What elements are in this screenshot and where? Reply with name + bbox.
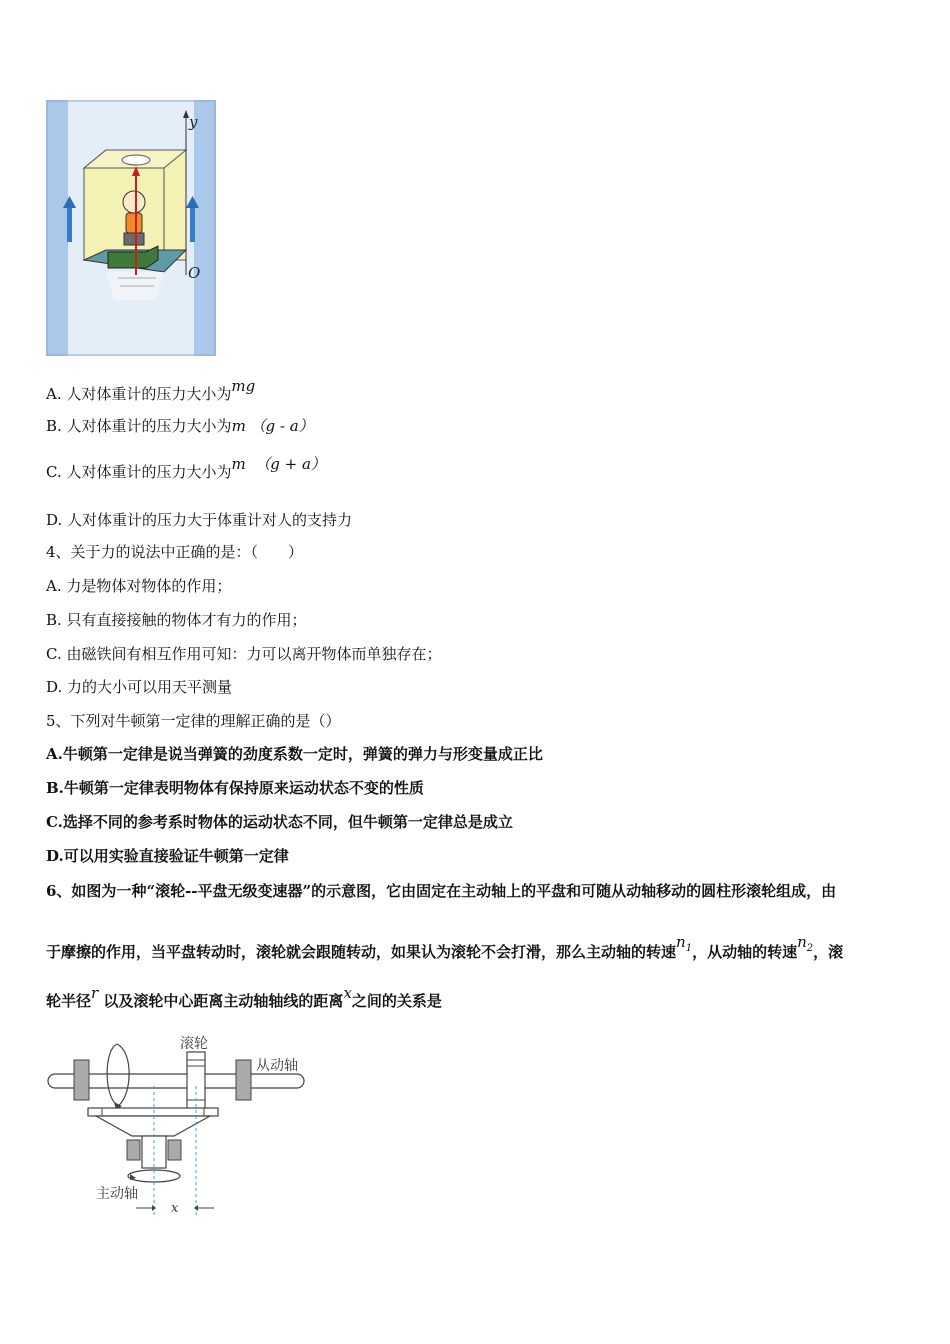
q6-line-2 — [46, 933, 844, 965]
q6-line-3 — [46, 984, 442, 1011]
q6-line-1: 6、如图为一种“滚轮--平盘无级变速器”的示意图，它由固定在主动轴上的平盘和可随从动轴移动的圆柱形滚轮组成，由 — [46, 882, 837, 900]
y-axis-label: y — [189, 113, 198, 131]
q3-option-c-text: C. 人对体重计的压力大小为 — [46, 463, 232, 481]
r-symbol: r — [91, 984, 99, 1002]
q4-option-b: B. 只有直接接触的物体才有力的作用； — [46, 611, 307, 629]
origin-label: O — [188, 264, 201, 282]
q4-option-a: A. 力是物体对物体的作用； — [46, 577, 232, 595]
q4-option-c: C. 由磁铁间有相互作用可知：力可以离开物体而单独存在； — [46, 645, 442, 663]
cvt-diagram — [44, 1030, 314, 1220]
x-symbol: x — [343, 984, 352, 1002]
q3-option-b-text: B. 人对体重计的压力大小为 — [46, 417, 232, 435]
q5-option-b: B.牛顿第一定律表明物体有保持原来运动状态不变的性质 — [46, 779, 424, 797]
q5-option-d: D.可以用实验直接验证牛顿第一定律 — [46, 847, 289, 865]
q6-line-3-part2: 以及滚轮中心距离主动轴轴线的距离 — [103, 992, 344, 1010]
q6-line-3-part1: 轮半径 — [46, 992, 92, 1010]
q5-option-a: A.牛顿第一定律是说当弹簧的劲度系数一定时，弹簧的弹力与形变量成正比 — [46, 745, 543, 763]
n1-subscript: 1 — [685, 943, 693, 954]
q6-line-2-part2: ，从动轴的转速 — [692, 943, 798, 961]
q3-option-b-math: m （g - a） — [231, 417, 314, 435]
q4-stem: 4、关于力的说法中正确的是：（ ） — [46, 543, 304, 561]
q3-option-c-math-m: m — [231, 455, 246, 473]
roller-label: 滚轮 — [180, 1036, 208, 1052]
driven-shaft-label: 从动轴 — [256, 1058, 298, 1074]
x-distance-label: x — [171, 1201, 179, 1216]
q6-line-2-part1: 于摩擦的作用，当平盘转动时，滚轮就会跟随转动，如果认为滚轮不会打滑，那么主动轴的转速 — [46, 943, 677, 961]
q5-option-c: C.选择不同的参考系时物体的运动状态不同，但牛顿第一定律总是成立 — [46, 813, 513, 831]
elevator-figure — [46, 100, 216, 356]
drive-shaft-label: 主动轴 — [96, 1186, 138, 1202]
n2-subscript: 2 — [806, 943, 814, 954]
q3-option-a-text: A. 人对体重计的压力大小为 — [46, 385, 232, 403]
q3-option-a-math: mg — [231, 377, 256, 395]
q3-option-c-math-rest: （g + a） — [255, 455, 326, 473]
q3-option-b — [46, 416, 314, 436]
q3-option-c — [46, 455, 326, 482]
q6-line-3-part3: 之间的关系是 — [351, 992, 442, 1010]
q3-option-a — [46, 377, 256, 404]
q4-option-d: D. 力的大小可以用天平测量 — [46, 678, 233, 696]
n2-symbol: n — [797, 933, 807, 951]
n1-symbol: n — [676, 933, 686, 951]
q6-line-2-part3: ，滚 — [813, 943, 844, 961]
q3-option-d: D. 人对体重计的压力大于体重计对人的支持力 — [46, 511, 353, 529]
q5-stem: 5、下列对牛顿第一定律的理解正确的是（） — [46, 712, 341, 730]
